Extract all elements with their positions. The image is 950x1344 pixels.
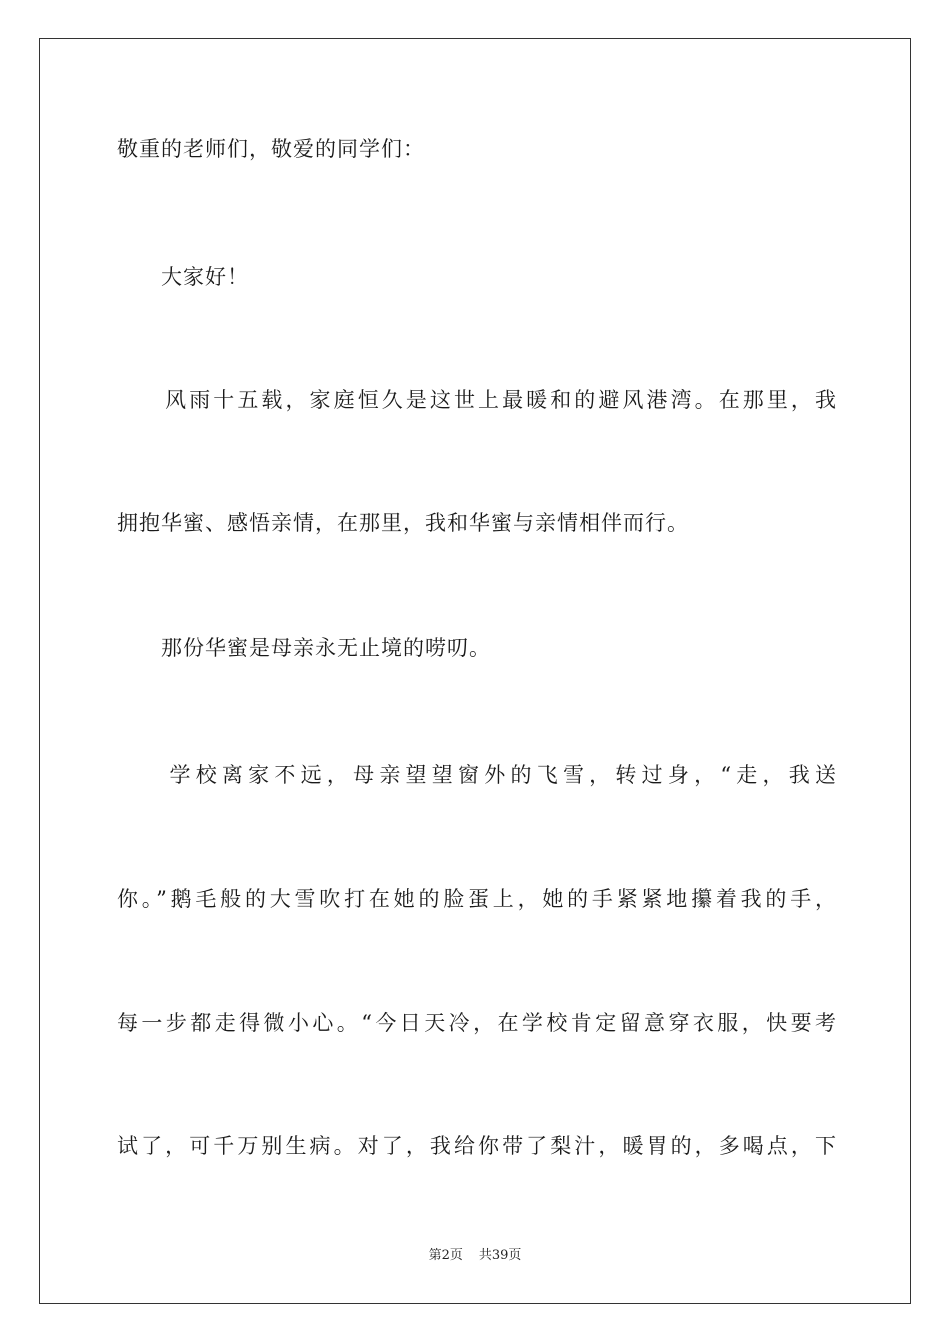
page-footer (0, 1247, 950, 1265)
page-border (39, 38, 911, 1304)
paragraph-line: 你。”鹅毛般的大雪吹打在她的脸蛋上，她的手紧紧地攥着我的手， (117, 887, 837, 911)
paragraph-line: 那份华蜜是母亲永无止境的唠叨。 (117, 636, 491, 660)
paragraph-line: 风雨十五载，家庭恒久是这世上最暖和的避风港湾。在那里，我 (117, 388, 837, 412)
paragraph-line: 拥抱华蜜、感悟亲情，在那里，我和华蜜与亲情相伴而行。 (117, 511, 689, 535)
page-total: 共39页 (478, 1248, 522, 1263)
paragraph-line: 试了，可千万别生病。对了，我给你带了梨汁，暖胃的，多喝点，下 (117, 1134, 837, 1158)
page-number: 第2页 (428, 1248, 463, 1263)
paragraph-line: 学校离家不远，母亲望望窗外的飞雪，转过身，“走，我送 (117, 763, 837, 787)
paragraph-line: 每一步都走得微小心。“今日天冷，在学校肯定留意穿衣服，快要考 (117, 1011, 837, 1035)
greeting-line: 大家好！ (117, 265, 249, 289)
salutation-line: 敬重的老师们，敬爱的同学们： (117, 137, 425, 161)
